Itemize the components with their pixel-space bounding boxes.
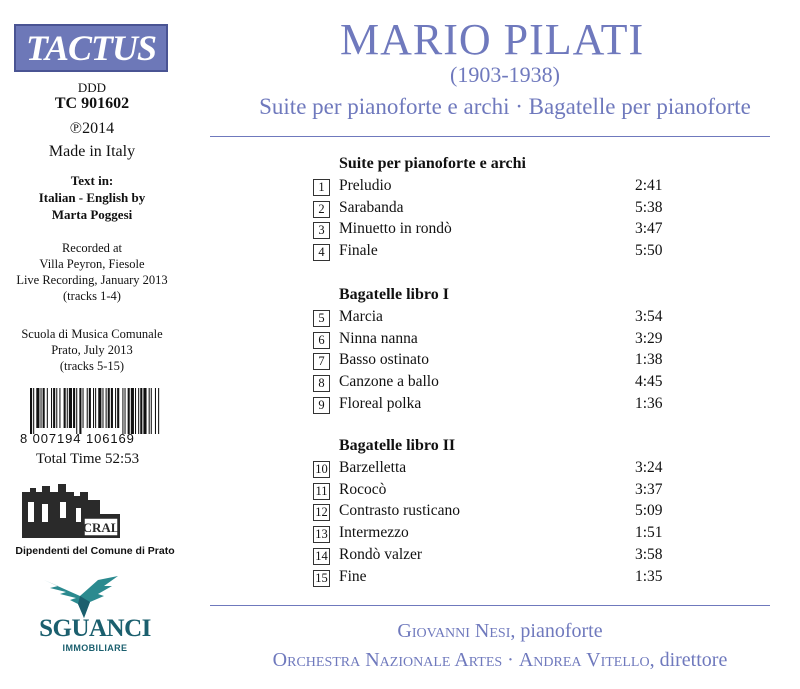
track-title: Rococò: [339, 480, 387, 498]
recording-line: Prato, July 2013: [51, 343, 133, 357]
track-number: 13: [313, 526, 330, 543]
recording-line: Scuola di Musica Comunale: [21, 327, 163, 341]
section-title: Bagatelle libro I: [339, 286, 449, 303]
track-row: [313, 459, 673, 479]
conductor-role: , direttore: [649, 649, 728, 671]
track-duration: 3:47: [635, 220, 663, 238]
track-duration: 4:45: [635, 373, 663, 391]
track-number: 3: [313, 222, 330, 239]
text-in-info: [0, 172, 184, 223]
text-in-line: Text in:: [70, 173, 114, 188]
track-duration: 1:38: [635, 351, 663, 369]
text-in-line: Italian - English by: [38, 190, 146, 205]
track-row: [313, 351, 673, 371]
track-duration: 5:50: [635, 242, 663, 260]
track-duration: 3:37: [635, 480, 663, 498]
track-number: 1: [313, 179, 330, 196]
barcode-digit-group: 007194: [32, 431, 82, 446]
track-row: [313, 330, 673, 350]
track-row: [313, 395, 673, 415]
composer-name: MARIO PILATI: [340, 15, 645, 64]
track-row: [313, 220, 673, 240]
track-duration: 5:09: [635, 502, 663, 520]
track-title: Ninna nanna: [339, 329, 418, 347]
divider: [210, 605, 770, 606]
track-title: Finale: [339, 242, 378, 260]
track-duration: 2:41: [635, 177, 663, 194]
total-time: Total Time 52:53: [36, 451, 140, 467]
track-title: Canzone a ballo: [339, 373, 439, 391]
ddd-label: DDD: [77, 80, 107, 95]
track-title: Rondò valzer: [339, 545, 423, 563]
track-title: Fine: [339, 567, 367, 585]
label-column: [0, 0, 184, 689]
track-row: [313, 524, 673, 544]
track-duration: 1:36: [635, 394, 663, 412]
track-title: Barzelletta: [339, 459, 407, 476]
track-title: Intermezzo: [339, 524, 409, 542]
barcode-digit-group: 106169: [85, 431, 135, 446]
track-number: 6: [313, 332, 330, 349]
track-number: 15: [313, 570, 330, 587]
album-subtitle: Suite per pianoforte e archi · Bagatelle per pianoforte: [259, 94, 751, 119]
pianist-role: , pianoforte: [510, 620, 603, 642]
section-title: Bagatelle libro II: [339, 437, 456, 454]
track-title: Sarabanda: [339, 198, 404, 216]
composer-dates: (1903-1938): [450, 62, 560, 87]
track-title: Basso ostinato: [339, 351, 429, 369]
track-duration: 3:24: [635, 459, 663, 476]
track-row: [313, 177, 673, 197]
tactus-logo-text: TACTUS: [25, 28, 157, 68]
track-number: 14: [313, 548, 330, 565]
track-title: Floreal polka: [339, 394, 422, 412]
track-row: [313, 242, 673, 262]
performer-credit: [210, 620, 790, 643]
track-row: [313, 502, 673, 522]
section-title: Suite per pianoforte e archi: [339, 155, 526, 172]
barcode: [30, 388, 160, 434]
tactus-logo: [14, 24, 168, 72]
divider: [210, 136, 770, 137]
sguanci-subtitle: IMMOBILIARE: [62, 643, 128, 653]
track-row: [313, 373, 673, 393]
recording-info: [0, 240, 184, 304]
catalog-number: TC 901602: [54, 95, 130, 112]
recording-line: (tracks 1-4): [63, 289, 121, 303]
track-number: 4: [313, 244, 330, 261]
track-number: 8: [313, 375, 330, 392]
barcode-digit-group: 8: [20, 431, 29, 446]
track-number: 9: [313, 397, 330, 414]
track-number: 2: [313, 201, 330, 218]
track-number: 10: [313, 461, 330, 478]
phonogram-year: ℗2014: [69, 120, 115, 137]
cral-logo: [20, 478, 170, 543]
track-title: Marcia: [339, 308, 383, 325]
recording-line: Recorded at: [61, 241, 123, 255]
recording-line: (tracks 5-15): [59, 359, 125, 373]
sguanci-logo-text: SGUANCI: [39, 615, 151, 642]
recording-line: Live Recording, January 2013: [16, 273, 168, 287]
track-number: 7: [313, 353, 330, 370]
track-title: Contrasto rusticano: [339, 502, 460, 520]
track-number: 5: [313, 310, 330, 327]
track-number: 12: [313, 504, 330, 521]
pianist-name: Giovanni Nesi: [397, 620, 511, 642]
conductor-name: Andrea Vitello: [518, 649, 650, 671]
track-row: [313, 199, 673, 219]
track-title: Preludio: [339, 177, 392, 194]
credit-separator: ·: [502, 649, 519, 671]
track-duration: 3:58: [635, 545, 663, 563]
made-in: Made in Italy: [48, 143, 136, 160]
track-row: [313, 308, 673, 328]
recording-line: Villa Peyron, Fiesole: [39, 257, 145, 271]
track-row: [313, 568, 673, 588]
recording-info-2: [0, 326, 184, 374]
orchestra-name: Orchestra Nazionale Artes: [272, 649, 503, 671]
barcode-digits: [20, 431, 180, 446]
cral-logo-text: CRAL: [82, 520, 120, 535]
track-duration: 1:35: [635, 567, 663, 585]
track-duration: 3:29: [635, 329, 663, 347]
track-duration: 1:51: [635, 524, 663, 542]
track-title: Minuetto in rondò: [339, 220, 452, 238]
orchestra-credit: [210, 649, 790, 672]
track-row: [313, 546, 673, 566]
track-number: 11: [313, 483, 330, 500]
track-row: [313, 481, 673, 501]
track-duration: 5:38: [635, 198, 663, 216]
text-in-line: Marta Poggesi: [51, 207, 133, 222]
track-duration: 3:54: [635, 308, 663, 325]
cral-caption: Dipendenti del Comune di Prato: [15, 545, 175, 557]
